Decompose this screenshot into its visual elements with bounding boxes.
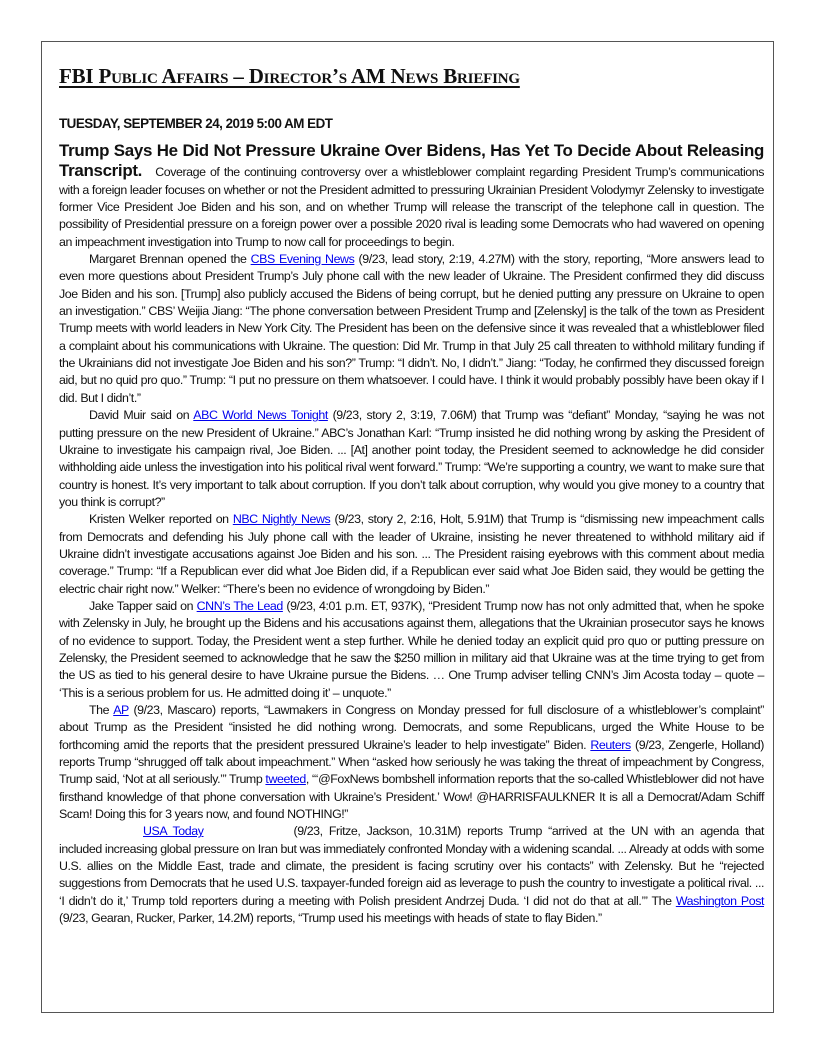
- source-link[interactable]: Reuters: [590, 737, 631, 752]
- source-link[interactable]: NBC Nightly News: [232, 512, 331, 527]
- paragraph-text: David Muir said on: [89, 408, 194, 423]
- source-link[interactable]: AP: [113, 703, 129, 717]
- document-page: [41, 41, 774, 1013]
- source-link[interactable]: ABC World News Tonight: [193, 408, 328, 423]
- paragraph-text: (9/23, 4:01 p.m. ET, 937K), “President Trump now has not only admitted that, when he spoke with Zelensky in July, he brought up the Bidens and his accusations against them, allegations that the Ukrainian prosecutor says he knows of no evidence to support. Today, the President went a step further. While he denied today an explicit quid pro quo or putting pressure on Zelensky, the President seemed to acknowledge that he saw the $250 million in military aid that Ukraine was at the time trying to get from the US as tied to his general desire to have Ukraine pursue the Bidens. … One Trump adviser telling CNN’s Jim Acosta today – quote – ‘This is a serious problem for us. He admitted doing it’ – unquote.”: [59, 598, 765, 700]
- paragraph-text: (9/23, Mascaro) reports, “Lawmakers in Congress on Monday pressed for full disclosure of a whistleblower’s complaint” about Trump as the President “insisted he did nothing wrong. Democrats, and some Republicans, urged the White House to be forthcoming amid the reports that the president pressured Ukraine’s leader to help investigate” Biden.: [59, 703, 764, 752]
- briefing-date: TUESDAY, SEPTEMBER 24, 2019 5:00 AM EDT: [59, 116, 333, 131]
- source-link[interactable]: CBS Evening News: [250, 252, 355, 267]
- news-paragraph: [59, 511, 764, 598]
- paragraph-text: The: [89, 703, 114, 717]
- lead-text: Coverage of the continuing controversy over a whistleblower complaint regarding President Trump’s communications with a foreign leader focuses on whether or not the President admitted to pressuring Ukrainian President Volodymyr Zelensky to investigate former Vice President Joe Biden and his son, and on whether Trump will release the transcript of the telephone call in question. The possibility of Presidential pressure on a foreign power over a possible 2020 rival is leading some Democrats who had wavered on opening an impeachment investigation into Trump to now call for proceedings to begin.: [59, 165, 764, 249]
- paragraph-text: , “‘@FoxNews bombshell information reports that the so-called Whistleblower did not have firsthand knowledge of that phone conversation with Ukraine’s President.’ Wow! @HARRISFAULKNER It is all a Democrat/Adam Schiff Scam! Doing this for 3 years now, and found NOTHING!”: [59, 772, 764, 822]
- document-title: FBI Public Affairs – Director’s AM News Briefing: [59, 64, 520, 88]
- story-paragraphs: [59, 251, 764, 927]
- paragraph-text: (9/23, Gearan, Rucker, Parker, 14.2M) reports, “Trump used his meetings with heads of state to flay Biden.”: [59, 911, 602, 926]
- news-paragraph: [59, 702, 764, 823]
- paragraph-text: (9/23, story 2, 3:19, 7.06M) that Trump was “defiant” Monday, “saying he was not putting pressure on the new President of Ukraine.” ABC’s Jonathan Karl: “Trump insisted he did nothing wrong by asking the President of Ukraine to investigate his campaign rival, Joe Biden. ... [At] another point today, the President seemed to acknowledge he did consider withholding aide unless the investigation into his political rival went forward.” Trump: “We’re supporting a country, we want to make sure that country is honest. It’s very important to talk about corruption. If you don’t talk about corruption, why would you give money to a country that you think is corrupt?”: [59, 408, 764, 509]
- document-content: [59, 64, 764, 927]
- paragraph-text: (9/23, Fritze, Jackson, 10.31M) reports Trump “arrived at the UN with an agenda that included increasing global pressure on Iran but was immediately confronted Monday with a widening scandal. ... Already at odds with some U.S. allies on the Middle East, trade and climate, the president is facing scrutiny over his contacts” with Zelensky. But he “rejected suggestions from Democrats that he used U.S. taxpayer-funded foreign aid as leverage to push the country to investigate a political rival. ... ‘I didn’t do it,’ Trump told reporters during a meeting with Polish president Andrzej Duda. ‘I did not do that at all.’” The: [59, 824, 765, 908]
- news-paragraph: [59, 598, 764, 702]
- story-headline: Trump Says He Did Not Pressure Ukraine Over Bidens, Has Yet To Decide About Releasing Transcript.: [59, 141, 764, 181]
- source-link[interactable]: Washington Post: [675, 893, 764, 908]
- paragraph-text: (9/23, story 2, 2:16, Holt, 5.91M) that Trump is “dismissing new impeachment calls from Democrats and defending his July phone call with the leader of Ukraine, insisting he never threatened to withhold military aid if Ukraine didn’t investigate accusations against Joe Biden and his son. ... The President raising eyebrows with this comment about media coverage.” Trump: “If a Republican ever did what Joe Biden did, if a Republican ever said what Joe Biden said, they would be getting the electric chair right now.” Welker: “There’s been no evidence of wrongdoing by Biden.”: [59, 512, 765, 596]
- source-link[interactable]: USA Today: [143, 824, 204, 839]
- source-link[interactable]: tweeted: [265, 772, 306, 787]
- paragraph-text: Kristen Welker reported on: [89, 512, 233, 527]
- lead-paragraph: [59, 141, 764, 251]
- paragraph-text: (9/23, Zengerle, Holland) reports Trump “shrugged off talk about impeachment.” When “asked how seriously he was taking the threat of impeachment by Congress, Trump said, ‘Not at all seriously.’” Trump: [59, 737, 764, 787]
- paragraph-text: (9/23, lead story, 2:19, 4.27M) with the story, reporting, “More answers lead to even more questions about President Trump’s July phone call with the new leader of Ukraine. The President confirmed they did discuss Joe Biden and his son. [Trump] also publicly accused the Bidens of being corrupt, but he denied putting any pressure on Ukraine to open an investigation.” CBS’ Weijia Jiang: “The phone conversation between President Trump and [Zelensky] is the talk of the town as President Trump meets with world leaders in New York City. The President has been on the defensive since it was revealed that a whistleblower filed a complaint about his communications with Ukraine. The question: Did Mr. Trump in that July 25 call threaten to withhold military funding if the Ukrainians did not investigate Joe Biden and his son?” Trump: “I didn’t. No, I didn’t.” Jiang: “Today, he confirmed they discussed foreign aid, but no quid pro quo.” Trump: “I put no pressure on them whatsoever. I could have. I think it would probably possibly have been okay if I did. But I didn’t.”: [59, 252, 764, 405]
- news-paragraph: [59, 251, 764, 407]
- news-paragraph: [59, 407, 764, 511]
- news-paragraph: [59, 823, 764, 927]
- paragraph-text: Margaret Brennan opened the: [89, 252, 251, 267]
- source-link[interactable]: CNN’s The Lead: [196, 598, 283, 613]
- paragraph-text: Jake Tapper said on: [89, 598, 197, 613]
